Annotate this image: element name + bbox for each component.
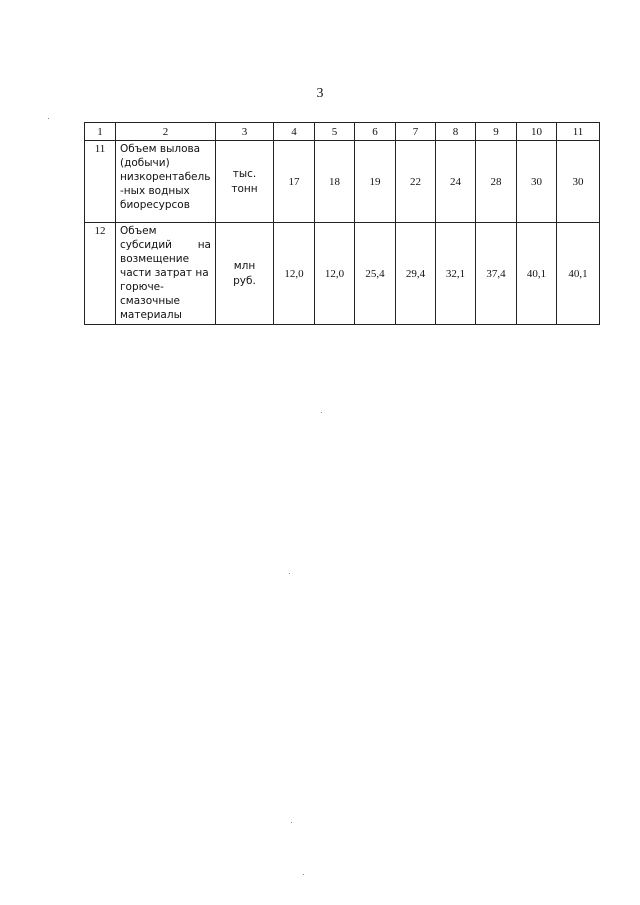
indicator-name	[116, 223, 216, 325]
row-number: 12	[85, 223, 116, 325]
unit-cell	[216, 141, 274, 223]
value-cell: 30	[517, 141, 557, 223]
row-number: 11	[85, 141, 116, 223]
scan-speck	[321, 412, 322, 413]
scan-speck	[303, 874, 304, 875]
header-cell: 5	[315, 123, 355, 141]
value-cell: 22	[396, 141, 436, 223]
scan-speck	[291, 822, 292, 823]
header-cell: 7	[396, 123, 436, 141]
name-word: на	[197, 239, 211, 251]
name-word: субсидий	[120, 239, 172, 251]
scan-speck	[48, 118, 49, 119]
unit-cell	[216, 223, 274, 325]
name-line: биоресурсов	[120, 199, 190, 211]
unit-line: тонн	[231, 182, 258, 195]
value-cell: 40,1	[517, 223, 557, 325]
value-cell: 25,4	[355, 223, 396, 325]
header-cell: 6	[355, 123, 396, 141]
unit-line: тыс.	[232, 167, 257, 180]
header-cell: 1	[85, 123, 116, 141]
value-cell: 12,0	[274, 223, 315, 325]
name-line: части затрат на	[120, 267, 209, 279]
value-cell: 24	[436, 141, 476, 223]
value-cell: 12,0	[315, 223, 355, 325]
value-cell: 17	[274, 141, 315, 223]
header-cell: 10	[517, 123, 557, 141]
name-line: горюче-	[120, 281, 164, 293]
table-row	[85, 141, 600, 223]
data-table	[84, 122, 600, 325]
value-cell: 32,1	[436, 223, 476, 325]
name-line: Объем	[120, 225, 157, 237]
value-cell: 19	[355, 141, 396, 223]
indicator-name	[116, 141, 216, 223]
name-line: возмещение	[120, 253, 190, 265]
value-cell: 37,4	[476, 223, 517, 325]
name-line	[120, 238, 211, 252]
table-row	[85, 223, 600, 325]
value-cell: 29,4	[396, 223, 436, 325]
header-cell: 4	[274, 123, 315, 141]
unit-line: руб.	[233, 274, 256, 287]
scan-speck	[289, 573, 290, 574]
value-cell: 30	[557, 141, 600, 223]
header-cell: 11	[557, 123, 600, 141]
name-line: низкорентабель	[120, 171, 211, 183]
header-cell: 3	[216, 123, 274, 141]
value-cell: 28	[476, 141, 517, 223]
name-line: Объем вылова	[120, 143, 201, 155]
value-cell: 40,1	[557, 223, 600, 325]
page-number: 3	[316, 86, 324, 101]
name-line: (добычи)	[120, 157, 170, 169]
header-cell: 2	[116, 123, 216, 141]
header-row	[85, 123, 600, 141]
name-line: смазочные	[120, 295, 180, 307]
header-cell: 8	[436, 123, 476, 141]
name-line: -ных водных	[120, 185, 190, 197]
name-line: материалы	[120, 309, 182, 321]
header-cell: 9	[476, 123, 517, 141]
unit-line: млн	[233, 259, 256, 272]
value-cell: 18	[315, 141, 355, 223]
